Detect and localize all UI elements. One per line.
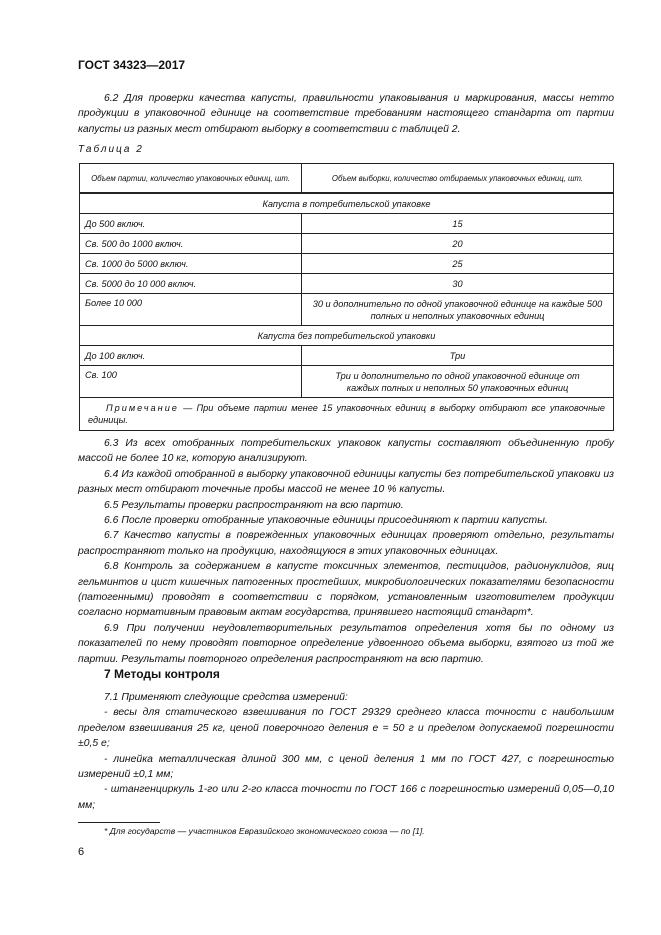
- section-7-body: [78, 690, 614, 813]
- sample-size-cell: 20: [302, 234, 614, 254]
- table-row: [80, 274, 614, 294]
- note-label: Примечание: [106, 403, 179, 413]
- table-row: [80, 214, 614, 234]
- lot-size-cell: Св. 5000 до 10 000 включ.: [80, 274, 302, 294]
- list-item: - весы для статического взвешивания по ГОСТ 29329 среднего класса точности с наибольшим пределом взвешивания 25 кг, ценой поверочного деления e = 50 г и пределом допускаемой погрешности ±0,5 e;: [78, 707, 614, 750]
- paragraph-6-7: 6.7 Качество капусты в поврежденных упаковочных единицах проверяют отдельно, результаты распространяют только на продукцию, находящуюся в этих упаковочных единицах.: [78, 530, 614, 557]
- paragraph-6-9: 6.9 При получении неудовлетворительных результатов определения хотя бы по одному из показателей по нему проводят повторное определение удвоенного объема выборки, взятого из той же партии. Результаты повторного определения распространяют на всю партию.: [78, 622, 614, 665]
- table-caption: Таблица 2: [78, 144, 144, 155]
- lot-size-cell: До 500 включ.: [80, 214, 302, 234]
- document-header: ГОСТ 34323—2017: [78, 58, 186, 72]
- paragraph-6-2: [78, 91, 614, 137]
- sample-size-cell: Три и дополнительно по одной упаковочной единице от каждых полных и неполных 50 упаковочных единиц: [302, 366, 614, 398]
- sampling-table: [79, 163, 614, 431]
- lot-size-cell: Св. 500 до 1000 включ.: [80, 234, 302, 254]
- lot-size-cell: Более 10 000: [80, 294, 302, 326]
- paragraph-6-3: 6.3 Из всех отобранных потребительских упаковок капусты составляют объединенную пробу массой не более 10 кг, которую анализируют.: [78, 438, 614, 465]
- paragraph-6-4: 6.4 Из каждой отобранной в выборку упаковочной единицы капусты без потребительской упаковки из разных мест отбирают точечные пробы массой не менее 10 % капусты.: [78, 468, 614, 496]
- note-text: — При объеме партии менее 15 упаковочных единиц в выборку отбирают все упаковочные единицы.: [88, 403, 605, 425]
- sample-size-cell: 30: [302, 274, 614, 294]
- paragraph-6-8: 6.8 Контроль за содержанием в капусте токсичных элементов, пестицидов, радионуклидов, яиц гельминтов и цист кишечных патогенных простейших, микробиологических показателями безопасности (патогенными) проводят в соответствии с порядком, установленным изготовителем продукции согласно нормативным правовым актам государства, принявшего настоящий стандарт*.: [78, 561, 614, 619]
- footnote-divider: [78, 822, 160, 823]
- col-header-sample-size: Объем выборки, количество отбираемых упаковочных единиц, шт.: [302, 164, 614, 194]
- lot-size-cell: Св. 100: [80, 366, 302, 398]
- table-row: [80, 346, 614, 366]
- lot-size-cell: До 100 включ.: [80, 346, 302, 366]
- table-row: [80, 234, 614, 254]
- table-row: [80, 254, 614, 274]
- paragraphs-6-3-to-6-9: [78, 436, 614, 667]
- list-item: - штангенциркуль 1-го или 2-го класса точности по ГОСТ 166 с погрешностью измерений 0,05—0,10 мм;: [78, 784, 614, 811]
- paragraph-6-6: 6.6 После проверки отобранные упаковочные единицы присоединяют к партии капусты.: [104, 515, 548, 527]
- page-number: 6: [78, 846, 85, 858]
- sample-size-cell: 25: [302, 254, 614, 274]
- lot-size-cell: Св. 1000 до 5000 включ.: [80, 254, 302, 274]
- paragraph-text: 6.2 Для проверки качества капусты, правильности упаковывания и маркирования, массы нетто продукции в упаковочной единице на соответствие требованиям настоящего стандарта от партии капусты из разных мест отбирают выборку в соответствии с таблицей 2.: [78, 93, 614, 135]
- col-header-lot-size: Объем партии, количество упаковочных единиц, шт.: [80, 164, 302, 194]
- table-row: [80, 366, 614, 398]
- list-item: - линейка металлическая длиной 300 мм, с ценой деления 1 мм по ГОСТ 427, с погрешностью измерений ±0,1 мм;: [78, 753, 614, 781]
- table-note: [80, 398, 614, 431]
- paragraph-6-5: 6.5 Результаты проверки распространяют на всю партию.: [104, 499, 404, 511]
- group-header-no-package: Капуста без потребительской упаковки: [80, 326, 614, 346]
- table-row: [80, 294, 614, 326]
- paragraph-7-1: 7.1 Применяют следующие средства измерений:: [104, 692, 348, 703]
- sample-size-cell: 15: [302, 214, 614, 234]
- sample-size-cell: 30 и дополнительно по одной упаковочной единице на каждые 500 полных и неполных упаковочных единиц: [302, 294, 614, 326]
- footnote: * Для государств — участников Евразийского экономического союза — по [1].: [104, 826, 425, 836]
- sample-size-cell: Три: [302, 346, 614, 366]
- group-header-consumer-package: Капуста в потребительской упаковке: [80, 193, 614, 214]
- section-7-title: 7 Методы контроля: [104, 667, 220, 681]
